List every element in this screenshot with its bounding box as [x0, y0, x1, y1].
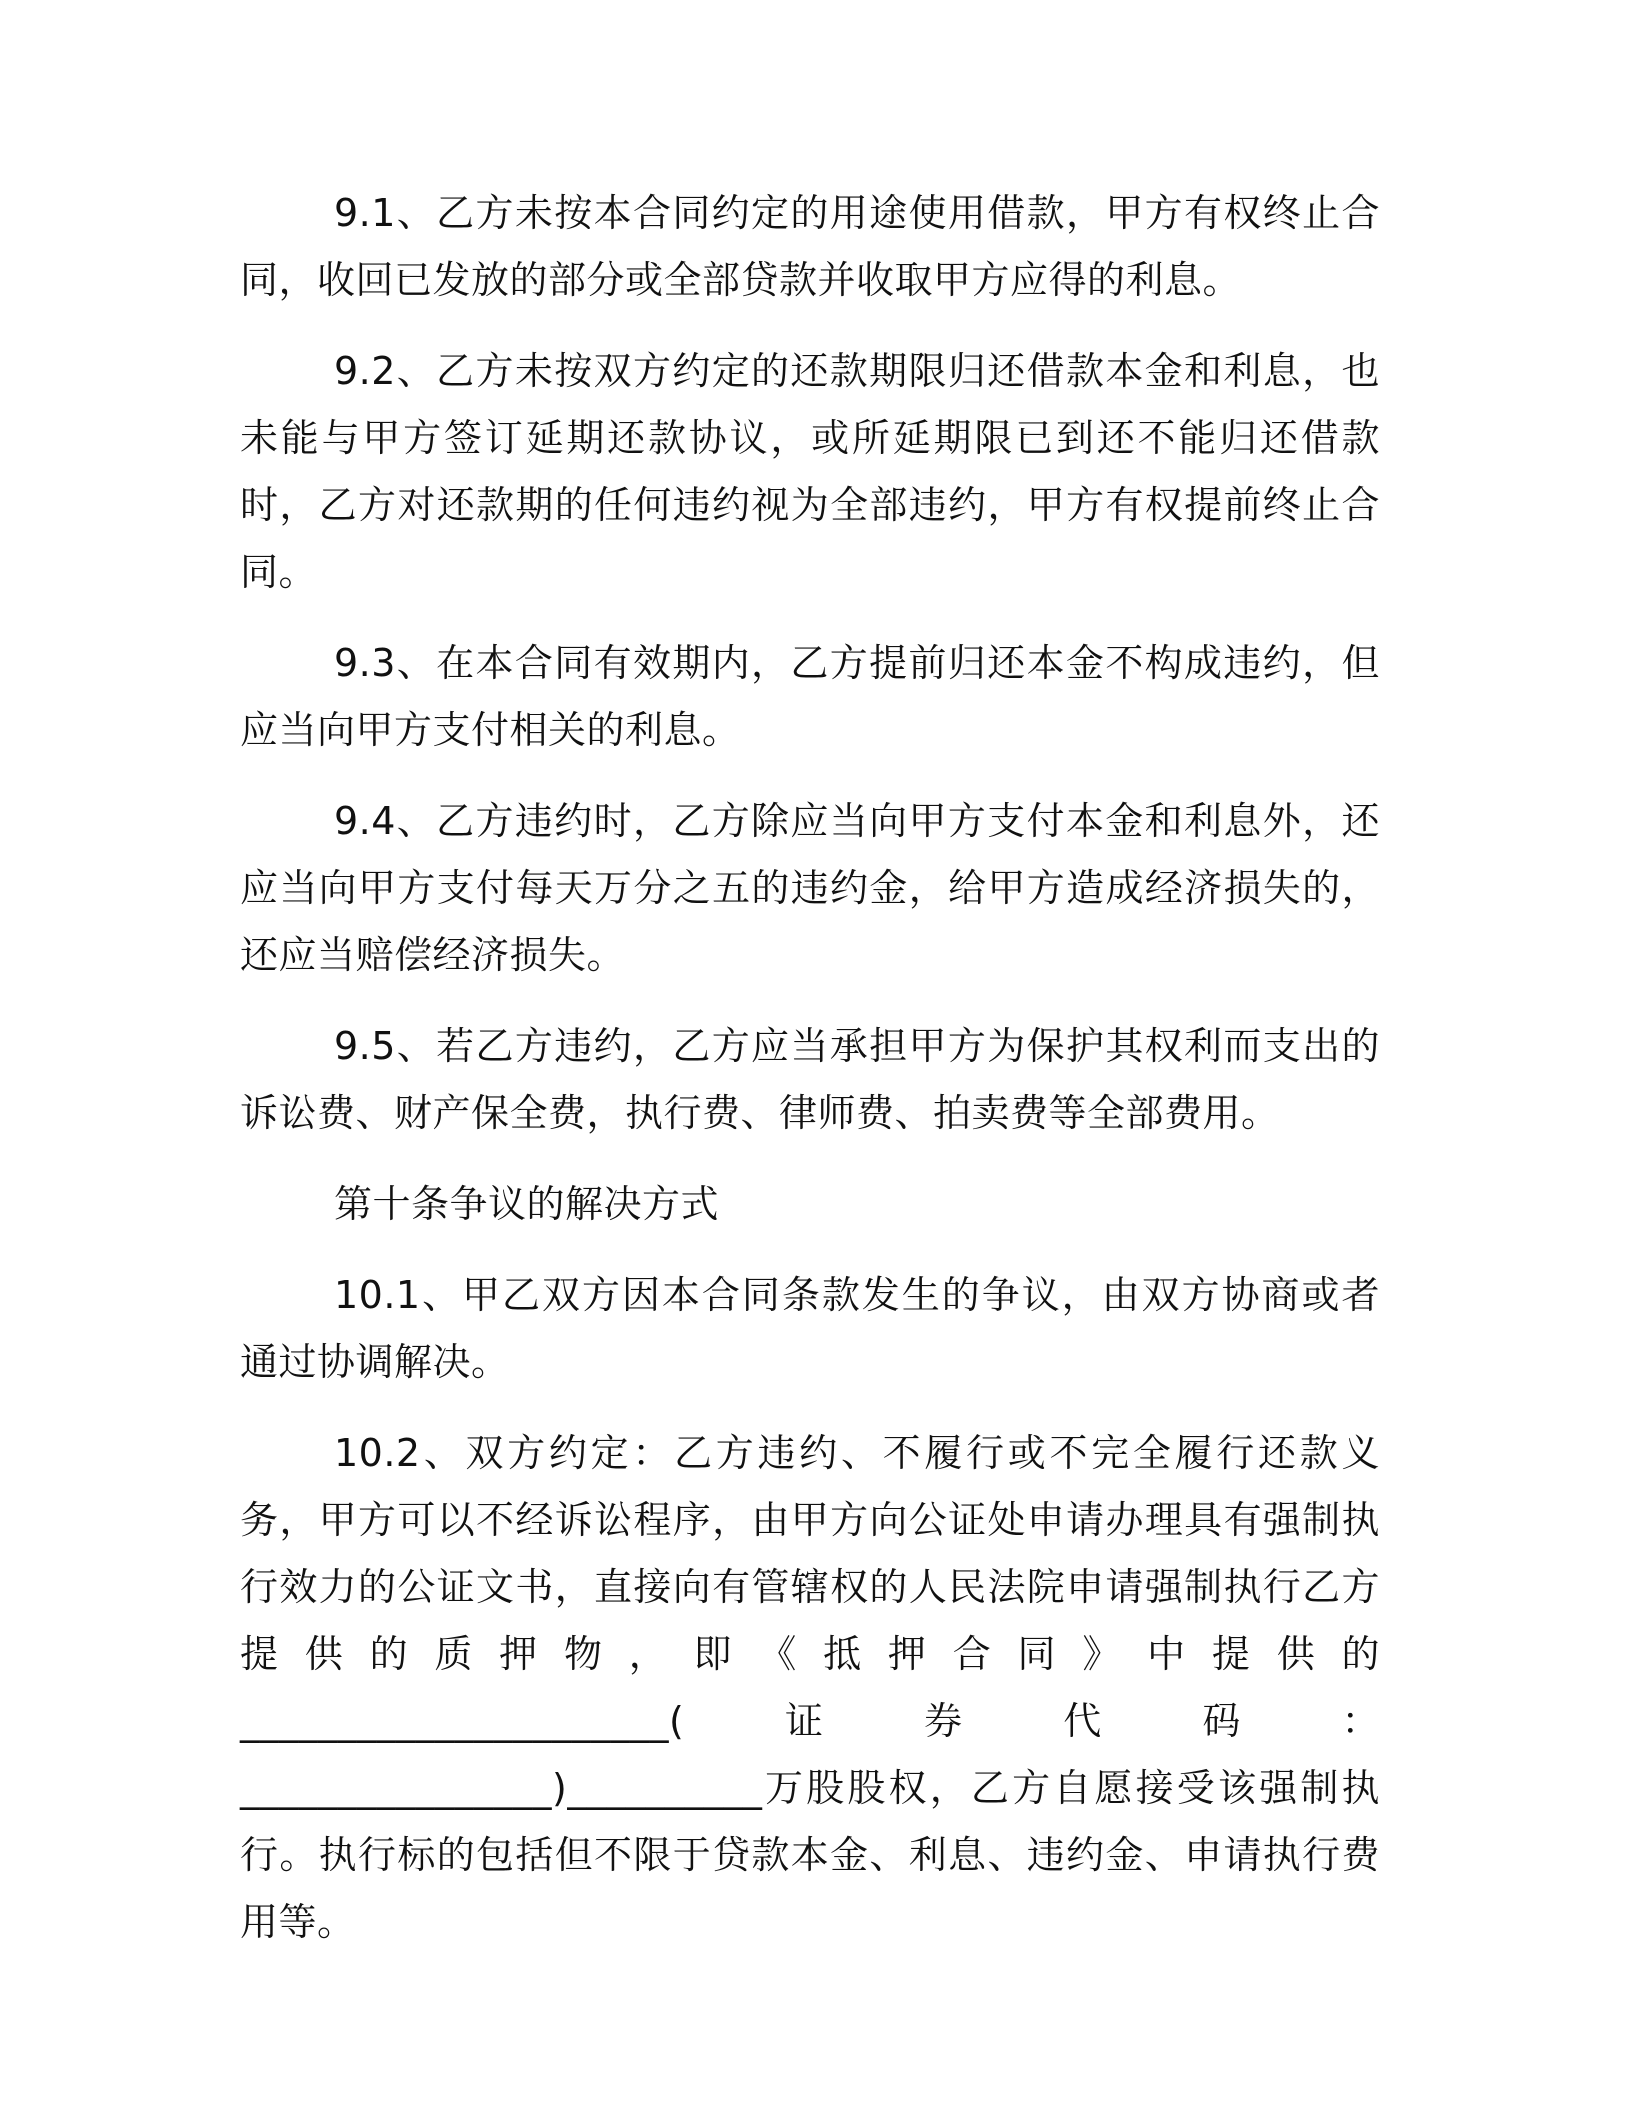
clause-9-1: 9.1、乙方未按本合同约定的用途使用借款，甲方有权终止合同，收回已发放的部分或全部贷款并收取甲方应得的利息。	[240, 191, 1380, 302]
clause-9-2: 9.2、乙方未按双方约定的还款期限归还借款本金和利息，也未能与甲方签订延期还款协议，或所延期限已到还不能归还借款时，乙方对还款期的任何违约视为全部违约，甲方有权提前终止合同。	[240, 349, 1380, 594]
clause-10-2: 10.2、双方约定：乙方违约、不履行或不完全履行还款义务，甲方可以不经诉讼程序，由甲方向公证处申请办理具有强制执行效力的公证文书，直接向有管辖权的人民法院申请强制执行乙方提供的质押物，即《抵押合同》中提供的______________________(证券代码：________________)__________万股股权，乙方自愿接受该强制执行。执行标的包括但不限于贷款本金、利息、违约金、申请执行费用等。	[240, 1431, 1380, 1944]
clause-9-4: 9.4、乙方违约时，乙方除应当向甲方支付本金和利息外，还应当向甲方支付每天万分之五的违约金，给甲方造成经济损失的，还应当赔偿经济损失。	[240, 799, 1380, 977]
clause-9-3: 9.3、在本合同有效期内，乙方提前归还本金不构成违约，但应当向甲方支付相关的利息。	[240, 641, 1380, 752]
clause-10-1: 10.1、甲乙双方因本合同条款发生的争议，由双方协商或者通过协调解决。	[240, 1273, 1380, 1384]
clause-9-5: 9.5、若乙方违约，乙方应当承担甲方为保护其权利而支出的诉讼费、财产保全费，执行费、律师费、拍卖费等全部费用。	[240, 1024, 1380, 1135]
document-page	[240, 180, 1380, 1980]
section-heading: 第十条争议的解决方式	[334, 1182, 720, 1226]
